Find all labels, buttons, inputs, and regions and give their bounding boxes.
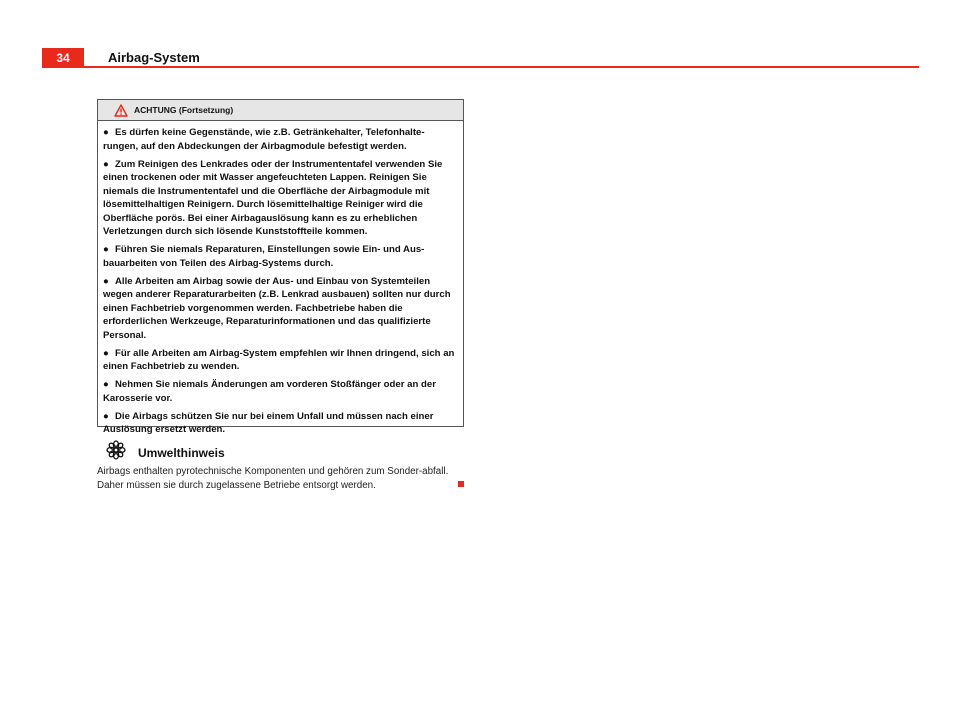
section-end-marker — [458, 481, 464, 487]
bullet: ● — [103, 158, 109, 170]
bullet: ● — [103, 127, 109, 138]
page-title: Airbag-System — [108, 50, 200, 65]
warning-item — [103, 410, 458, 437]
warning-item-text: Nehmen Sie niemals Änderungen am vorderen Stoßfänger oder an der Karosserie vor. — [103, 379, 436, 404]
page-number: 34 — [42, 48, 84, 68]
warning-item — [103, 126, 458, 153]
bullet: ● — [103, 379, 109, 390]
environment-text: Airbags enthalten pyrotechnische Komponenten und gehören zum Sonder-abfall. Daher müssen sie durch zugelassene Betriebe entsorgt werden. — [97, 466, 449, 491]
bullet: ● — [103, 347, 109, 359]
warning-header — [98, 100, 463, 121]
environment-title: Umwelthinweis — [138, 446, 225, 460]
flower-icon — [106, 440, 126, 460]
warning-item-text: Es dürfen keine Gegenstände, wie z.B. Getränkehalter, Telefonhalte-rungen, auf den Abdeckungen der Airbagmodule befestigt werden. — [103, 127, 425, 152]
warning-item-text: Die Airbags schützen Sie nur bei einem Unfall und müssen nach einer Auslösung ersetzt werden. — [103, 410, 434, 435]
warning-item — [103, 158, 458, 239]
warning-list — [98, 121, 463, 437]
warning-title: ACHTUNG (Fortsetzung) — [134, 105, 234, 115]
environment-heading — [106, 440, 225, 460]
bullet: ● — [103, 410, 109, 422]
warning-triangle-icon — [114, 104, 128, 117]
header-divider — [42, 66, 919, 68]
warning-item — [103, 243, 458, 270]
warning-item — [103, 347, 458, 374]
warning-item-text: Führen Sie niemals Reparaturen, Einstellungen sowie Ein- und Aus-bauarbeiten von Teilen des Airbag-Systems durch. — [103, 244, 425, 269]
warning-item — [103, 275, 458, 343]
warning-box — [97, 99, 464, 435]
warning-item-text: Alle Arbeiten am Airbag sowie der Aus- und Einbau von Systemteilen wegen anderer Reparaturarbeiten (z.B. Lenkrad ausbauen) sollten nur durch einen Fachbetrieb vorgenommen werden. Fachbetriebe haben die erforderlichen Werkzeuge, Reparaturinformationen und das qualifizierte Personal. — [103, 275, 451, 341]
warning-item — [103, 378, 458, 405]
warning-item-text: Für alle Arbeiten am Airbag-System empfehlen wir Ihnen dringend, sich an einen Fachbetrieb zu wenden. — [103, 347, 455, 372]
warning-item-text: Zum Reinigen des Lenkrades oder der Instrumententafel verwenden Sie einen trockenen oder mit Wasser angefeuchteten Lappen. Reinigen Sie niemals die Instrumententafel und die Oberfläche der Airbagmodule mit lösemittelhaltigen Reinigern. Durch lösemittelhaltige Reiniger wird die Oberfläche porös. Bei einer Airbagauslösung kann es zu erheblichen Verletzungen durch sich lösende Kunststoffteile kommen. — [103, 158, 443, 237]
bullet: ● — [103, 244, 109, 255]
bullet: ● — [103, 275, 109, 287]
